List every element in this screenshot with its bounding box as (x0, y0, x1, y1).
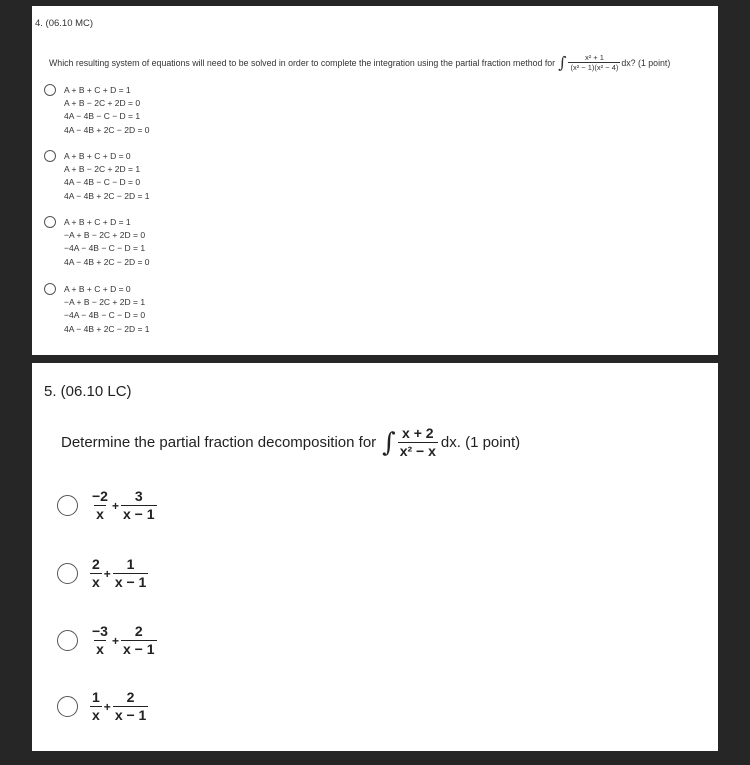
equation-line: A + B − 2C + 2D = 0 (64, 98, 141, 109)
equation-system (64, 84, 150, 137)
equation-line: A + B + C + D = 1 (64, 85, 131, 95)
fraction-numerator: −2 (92, 488, 108, 504)
answer-expression (90, 623, 157, 658)
answer-option-a[interactable] (57, 488, 157, 523)
plus-sign: + (103, 699, 111, 714)
radio-button[interactable] (57, 563, 78, 584)
answer-fraction-2 (113, 556, 149, 591)
equation-line: A + B + C + D = 0 (64, 284, 131, 294)
question-5-card (32, 363, 718, 751)
answer-fraction-2 (121, 623, 157, 658)
fraction-numerator: 3 (134, 488, 143, 504)
integral-symbol: ∫ (382, 427, 396, 458)
equation-line: 4A − 4B + 2C − 2D = 1 (64, 190, 150, 201)
fraction-numerator: 1 (126, 556, 135, 572)
equation-system (64, 216, 150, 269)
equation-line: 4A − 4B + 2C − 2D = 0 (64, 124, 150, 135)
equation-line: 4A − 4B + 2C − 2D = 1 (64, 323, 150, 334)
fraction-numerator: x² + 1 (584, 53, 604, 62)
question-4-prompt-suffix: dx? (1 point) (621, 57, 671, 68)
question-5-prompt (61, 425, 520, 460)
answer-option-b[interactable] (57, 556, 148, 591)
answer-option-a[interactable] (44, 84, 150, 137)
fraction-denominator: (x² − 1)(x² − 4) (570, 63, 619, 72)
question-4-card (32, 6, 718, 355)
radio-button[interactable] (44, 150, 56, 162)
answer-expression (90, 488, 157, 523)
question-5-prompt-text: Determine the partial fraction decomposition for (61, 434, 377, 451)
fraction-denominator: x (92, 707, 100, 723)
equation-system (64, 283, 150, 336)
equation-line: A + B − 2C + 2D = 1 (64, 164, 141, 175)
equation-line: 4A − 4B − C − D = 1 (64, 111, 141, 122)
fraction-denominator: x − 1 (122, 641, 155, 657)
equation-line: A + B + C + D = 0 (64, 151, 131, 161)
fraction-denominator: x (96, 506, 104, 522)
fraction-numerator: −3 (92, 623, 108, 639)
equation-line: 4A − 4B + 2C − 2D = 0 (64, 256, 150, 267)
answer-fraction-1 (90, 689, 102, 724)
integral-symbol: ∫ (558, 53, 567, 72)
answer-option-c[interactable] (57, 623, 157, 658)
answer-option-c[interactable] (44, 216, 150, 269)
fraction-denominator: x (92, 574, 100, 590)
radio-button[interactable] (57, 630, 78, 651)
fraction-numerator: 2 (92, 556, 100, 572)
equation-line: 4A − 4B − C − D = 0 (64, 177, 141, 188)
equation-line: −A + B − 2C + 2D = 1 (64, 297, 146, 308)
question-5-prompt-suffix: dx. (1 point) (440, 434, 521, 451)
radio-button[interactable] (57, 495, 78, 516)
question-4-prompt-text: Which resulting system of equations will need to be solved in order to complete the integration using the partial fraction method for (49, 57, 556, 68)
radio-button[interactable] (44, 84, 56, 96)
answer-option-d[interactable] (44, 283, 150, 336)
question-5-integrand-fraction (398, 425, 438, 460)
answer-fraction-2 (121, 488, 157, 523)
answer-fraction-1 (90, 488, 110, 523)
fraction-denominator: x (96, 641, 104, 657)
radio-button[interactable] (44, 216, 56, 228)
equation-line: −4A − 4B − C − D = 1 (64, 243, 146, 254)
answer-option-d[interactable] (57, 689, 148, 724)
answer-option-b[interactable] (44, 150, 150, 203)
question-4-header: 4. (06.10 MC) (35, 18, 94, 29)
answer-expression (90, 689, 148, 724)
fraction-numerator: 2 (126, 689, 135, 705)
equation-line: A + B + C + D = 1 (64, 217, 131, 227)
fraction-denominator: x² − x (399, 443, 436, 459)
answer-expression (90, 556, 148, 591)
answer-fraction-2 (113, 689, 149, 724)
equation-system (64, 150, 150, 203)
equation-line: −4A − 4B − C − D = 0 (64, 310, 146, 321)
plus-sign: + (103, 566, 111, 581)
radio-button[interactable] (44, 283, 56, 295)
radio-button[interactable] (57, 696, 78, 717)
question-4-prompt (49, 53, 670, 72)
fraction-denominator: x − 1 (114, 574, 147, 590)
question-5-header: 5. (06.10 LC) (44, 383, 132, 400)
answer-fraction-1 (90, 623, 110, 658)
fraction-denominator: x − 1 (114, 707, 147, 723)
equation-line: −A + B − 2C + 2D = 0 (64, 230, 146, 241)
plus-sign: + (111, 633, 119, 648)
fraction-numerator: 1 (92, 689, 100, 705)
fraction-numerator: 2 (134, 623, 143, 639)
fraction-numerator: x + 2 (402, 425, 434, 441)
question-4-integrand-fraction (568, 53, 620, 72)
answer-fraction-1 (90, 556, 102, 591)
plus-sign: + (111, 498, 119, 513)
fraction-denominator: x − 1 (122, 506, 155, 522)
